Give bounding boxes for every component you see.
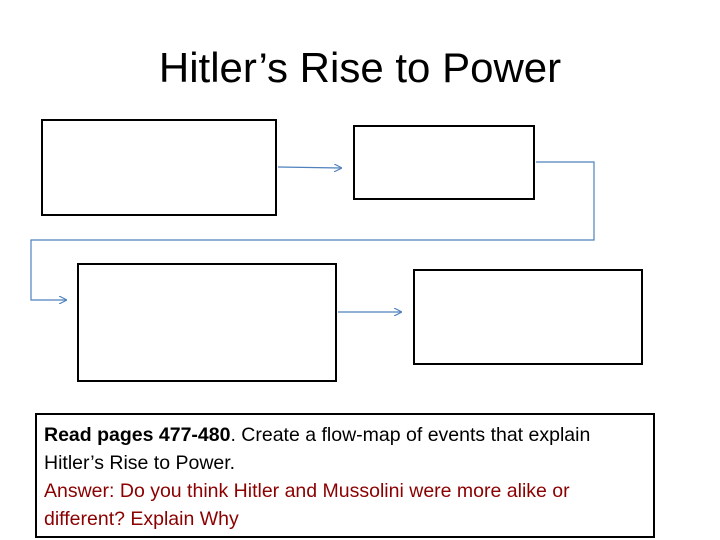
instructions-box [35, 413, 655, 538]
answer-prompt: Answer: Do you think Hitler and Mussolini were more alike or different? Explain Why [44, 480, 570, 530]
slide-title: Hitler’s Rise to Power [158, 44, 562, 91]
arrow-1-to-2 [278, 167, 341, 168]
flow-box-4[interactable] [413, 269, 643, 365]
instructions-text: . Create a flow-map of events that explain Hitler’s Rise to Power. [44, 424, 591, 474]
instructions-bold: Read pages 477-480 [44, 424, 231, 446]
flow-box-1[interactable] [41, 119, 277, 216]
flow-box-3[interactable] [77, 263, 337, 382]
flow-box-2[interactable] [353, 125, 535, 200]
